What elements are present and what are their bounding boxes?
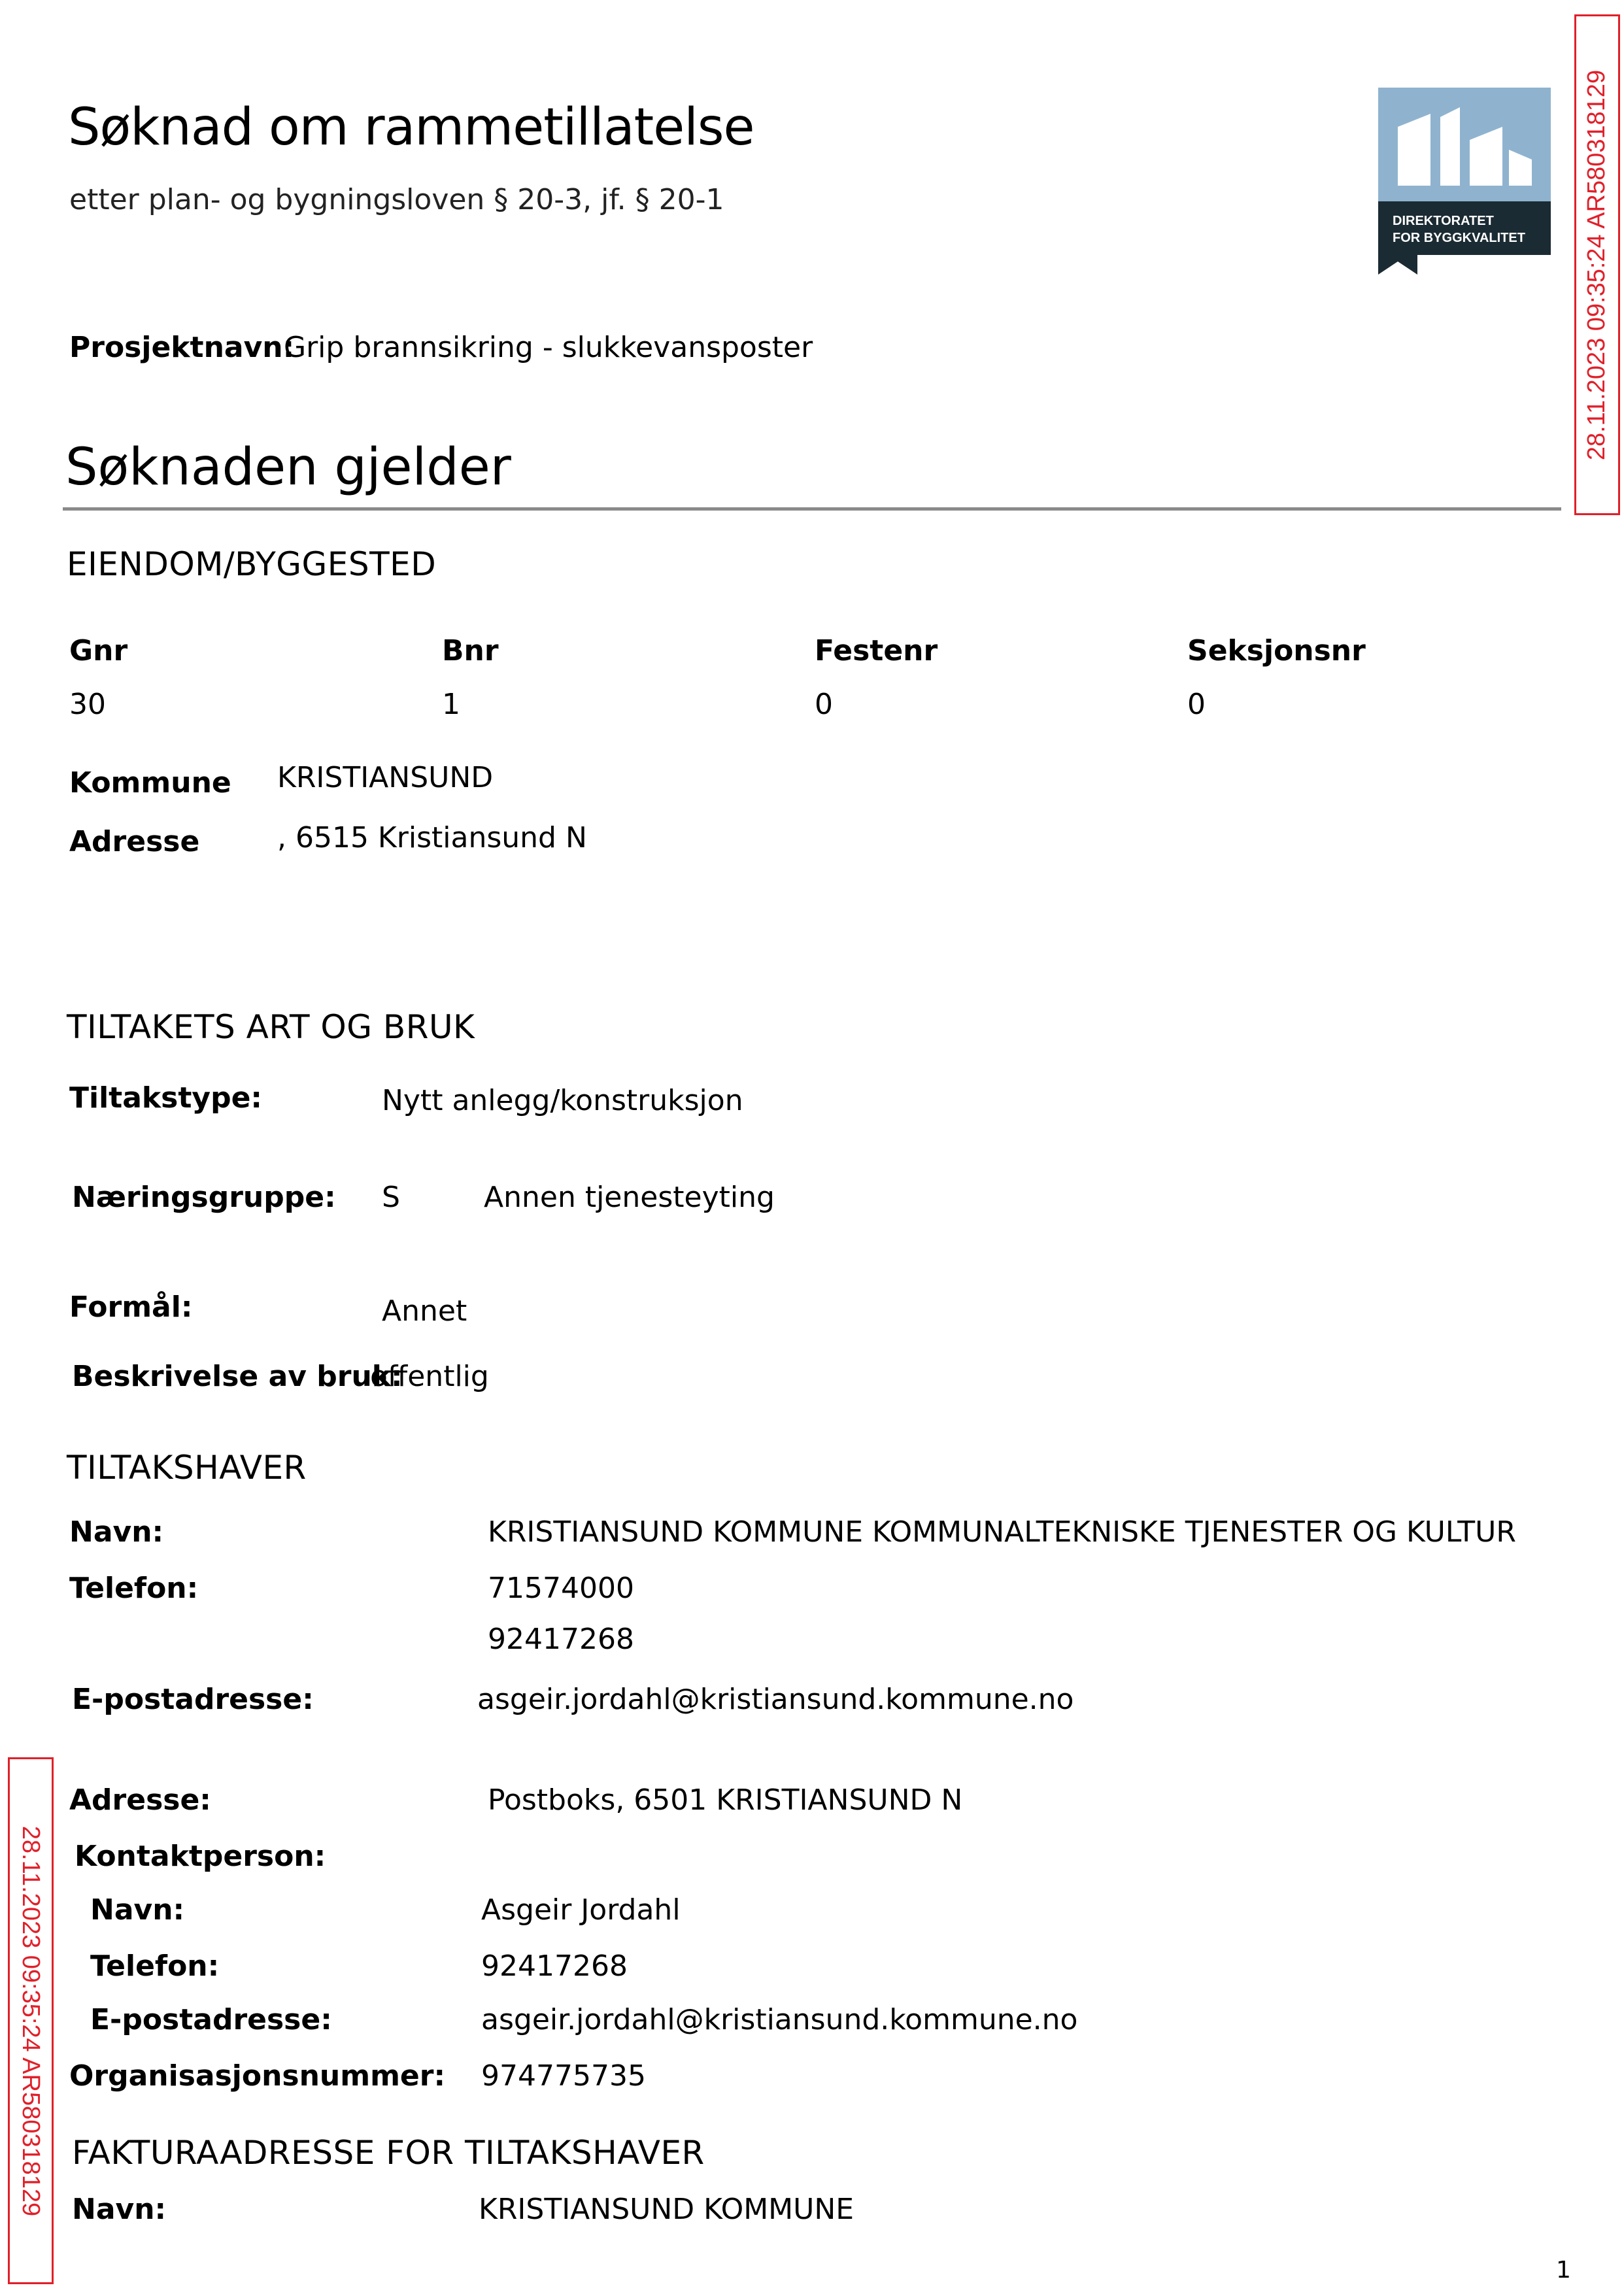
project-label: Prosjektnavn: <box>69 331 295 364</box>
tiltakshaver-telefon-label: Telefon: <box>69 1572 199 1605</box>
formal-value: Annet <box>382 1294 467 1328</box>
tiltakstype-label: Tiltakstype: <box>69 1081 263 1115</box>
timestamp-stamp-left: 28.11.2023 09:35:24 AR580318129 <box>8 1757 54 2284</box>
kontaktperson-label: Kontaktperson: <box>75 1840 326 1873</box>
bnr-label: Bnr <box>442 634 499 667</box>
logo-text-line2: FOR BYGGKVALITET <box>1393 231 1525 245</box>
project-value: Grip brannsikring - slukkevansposter <box>284 331 813 364</box>
adresse-label: Adresse <box>69 825 200 858</box>
kontakt-epost-value: asgeir.jordahl@kristiansund.kommune.no <box>481 2003 1078 2036</box>
tiltakshaver-epost-label: E-postadresse: <box>72 1683 314 1716</box>
gnr-label: Gnr <box>69 634 128 667</box>
seksjonsnr-value: 0 <box>1187 688 1206 721</box>
tiltakstype-value: Nytt anlegg/konstruksjon <box>382 1084 743 1117</box>
kommune-label: Kommune <box>69 766 231 800</box>
tiltakshaver-epost-value: asgeir.jordahl@kristiansund.kommune.no <box>477 1683 1074 1716</box>
kontakt-telefon-value: 92417268 <box>481 1949 628 1983</box>
dibk-logo <box>1378 88 1551 275</box>
section-heading-soknaden: Søknaden gjelder <box>65 438 511 497</box>
section-heading-faktura: FAKTURAADRESSE FOR TILTAKSHAVER <box>72 2134 705 2172</box>
kommune-value: KRISTIANSUND <box>277 761 494 794</box>
kontakt-epost-label: E-postadresse: <box>90 2003 332 2036</box>
bnr-value: 1 <box>442 688 460 721</box>
beskrivelse-value: offentlig <box>370 1360 489 1393</box>
orgnr-label: Organisasjonsnummer: <box>69 2059 446 2093</box>
gnr-value: 30 <box>69 688 106 721</box>
beskrivelse-label: Beskrivelse av bruk: <box>72 1360 403 1393</box>
section-heading-tiltakshaver: TILTAKSHAVER <box>67 1449 307 1487</box>
tiltakshaver-telefon-value-1: 71574000 <box>488 1572 634 1605</box>
section-heading-eiendom: EIENDOM/BYGGESTED <box>67 545 437 583</box>
kontakt-navn-label: Navn: <box>90 1893 185 1927</box>
tiltakshaver-adresse-label: Adresse: <box>69 1783 211 1817</box>
naeringsgruppe-value: Annen tjenesteyting <box>484 1181 775 1214</box>
festenr-label: Festenr <box>815 634 938 667</box>
adresse-value: , 6515 Kristiansund N <box>277 821 587 854</box>
faktura-navn-value: KRISTIANSUND KOMMUNE <box>479 2193 854 2226</box>
formal-label: Formål: <box>69 1290 193 1324</box>
naeringsgruppe-code: S <box>382 1181 400 1214</box>
kontakt-telefon-label: Telefon: <box>90 1949 220 1983</box>
festenr-value: 0 <box>815 688 833 721</box>
tiltakshaver-navn-value: KRISTIANSUND KOMMUNE KOMMUNALTEKNISKE TJENESTER OG KULTUR <box>488 1515 1516 1549</box>
timestamp-stamp-right: 28.11.2023 09:35:24 AR580318129 <box>1574 14 1620 515</box>
section-divider <box>63 507 1561 511</box>
seksjonsnr-label: Seksjonsnr <box>1187 634 1366 667</box>
tiltakshaver-adresse-value: Postboks, 6501 KRISTIANSUND N <box>488 1783 963 1817</box>
document-title: Søknad om rammetillatelse <box>68 98 754 157</box>
naeringsgruppe-label: Næringsgruppe: <box>72 1181 336 1214</box>
faktura-navn-label: Navn: <box>72 2193 167 2226</box>
orgnr-value: 974775735 <box>481 2059 646 2093</box>
logo-text-line1: DIREKTORATET <box>1393 214 1494 228</box>
tiltakshaver-telefon-value-2: 92417268 <box>488 1623 634 1656</box>
document-subtitle: etter plan- og bygningsloven § 20-3, jf. § 20-1 <box>69 183 724 216</box>
kontakt-navn-value: Asgeir Jordahl <box>481 1893 681 1927</box>
tiltakshaver-navn-label: Navn: <box>69 1515 164 1549</box>
page-number: 1 <box>1556 2257 1571 2284</box>
section-heading-tiltak: TILTAKETS ART OG BRUK <box>67 1008 475 1046</box>
